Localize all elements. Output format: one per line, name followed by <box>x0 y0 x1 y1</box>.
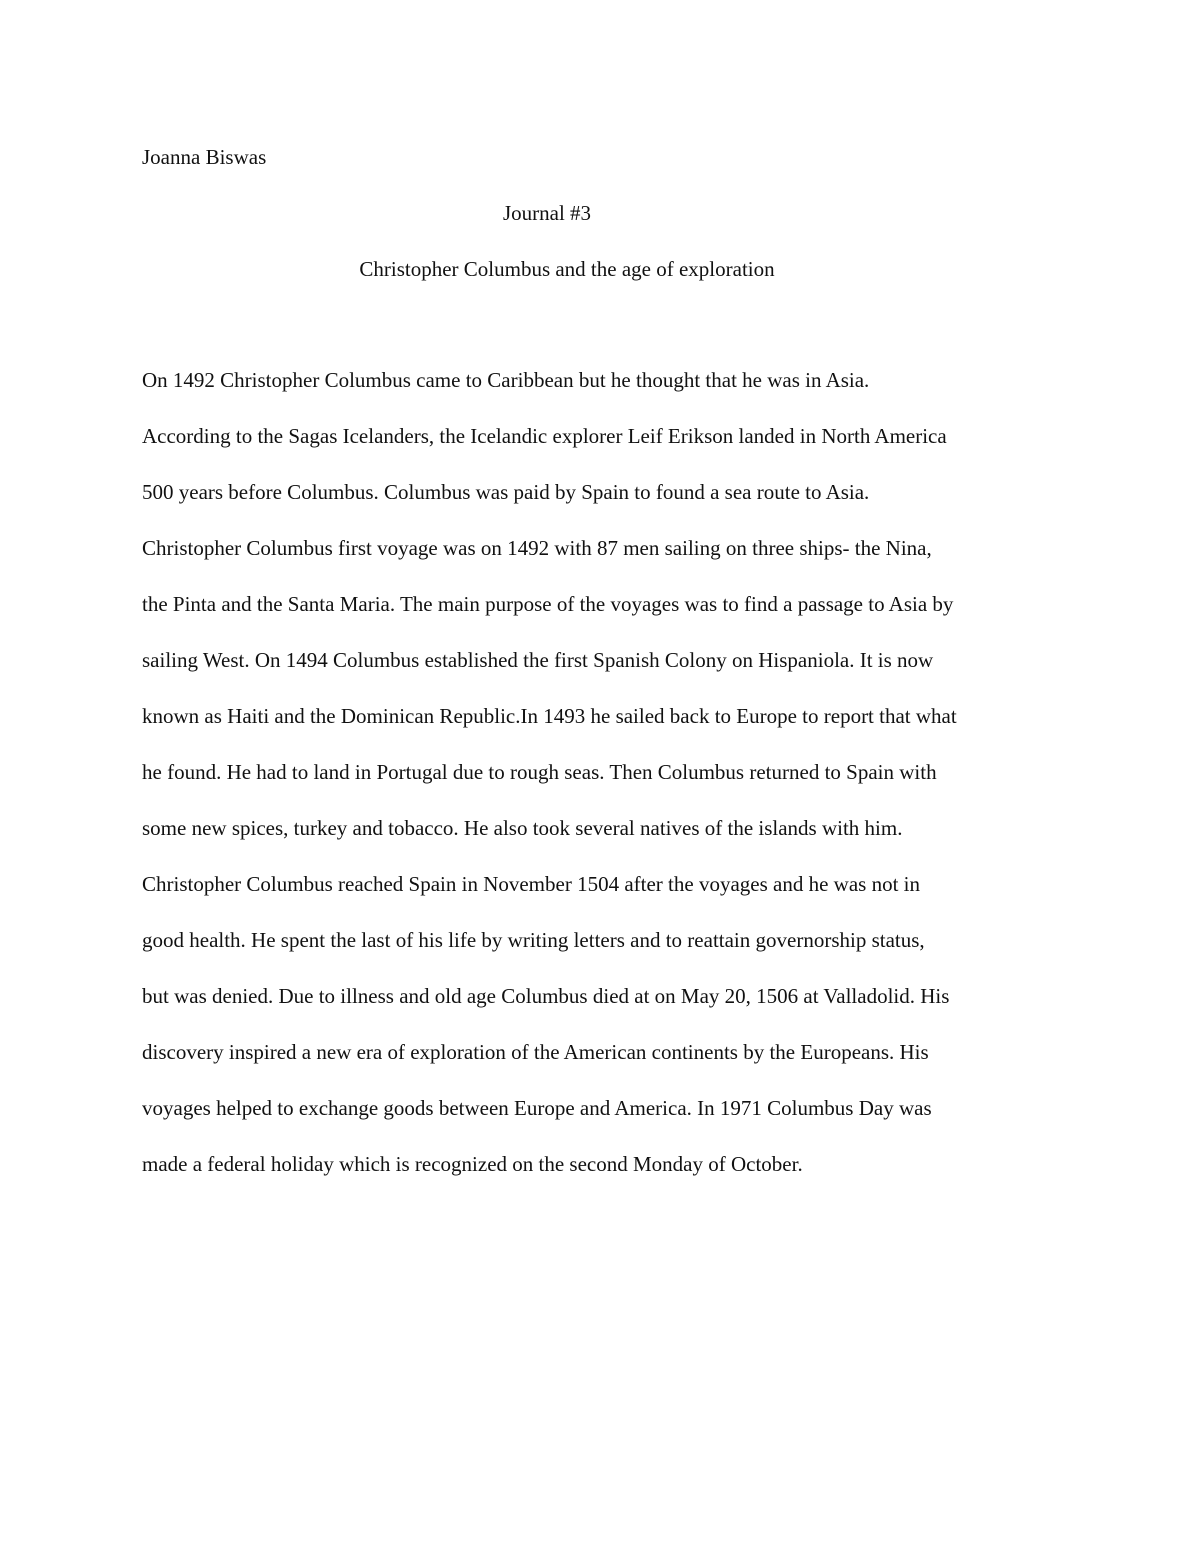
body-line: On 1492 Christopher Columbus came to Caribbean but he thought that he was in Asia. <box>142 368 870 392</box>
essay-body <box>142 366 957 1206</box>
body-line: the Pinta and the Santa Maria. The main purpose of the voyages was to find a passage to Asia by <box>142 592 954 616</box>
body-line: voyages helped to exchange goods between Europe and America. In 1971 Columbus Day was <box>142 1096 932 1120</box>
essay-title: Christopher Columbus and the age of exploration <box>359 257 775 281</box>
body-line: some new spices, turkey and tobacco. He also took several natives of the islands with him. <box>142 816 903 840</box>
body-line: but was denied. Due to illness and old age Columbus died at on May 20, 1506 at Valladolid. His <box>142 984 950 1008</box>
body-line: he found. He had to land in Portugal due to rough seas. Then Columbus returned to Spain with <box>142 760 937 784</box>
body-line: sailing West. On 1494 Columbus established the first Spanish Colony on Hispaniola. It is now <box>142 648 934 672</box>
body-line: made a federal holiday which is recognized on the second Monday of October. <box>142 1152 803 1176</box>
body-line: According to the Sagas Icelanders, the Icelandic explorer Leif Erikson landed in North America <box>142 424 947 448</box>
author-name: Joanna Biswas <box>142 145 267 169</box>
journal-number: Journal #3 <box>502 201 592 225</box>
body-line: known as Haiti and the Dominican Republic.In 1493 he sailed back to Europe to report that what <box>142 704 957 728</box>
body-line: Christopher Columbus first voyage was on 1492 with 87 men sailing on three ships- the Nina, <box>142 536 932 560</box>
body-line: good health. He spent the last of his life by writing letters and to reattain governorship status, <box>142 928 925 952</box>
body-line: Christopher Columbus reached Spain in November 1504 after the voyages and he was not in <box>142 872 920 896</box>
body-line: 500 years before Columbus. Columbus was paid by Spain to found a sea route to Asia. <box>142 480 870 504</box>
body-line: discovery inspired a new era of exploration of the American continents by the Europeans. His <box>142 1040 929 1064</box>
